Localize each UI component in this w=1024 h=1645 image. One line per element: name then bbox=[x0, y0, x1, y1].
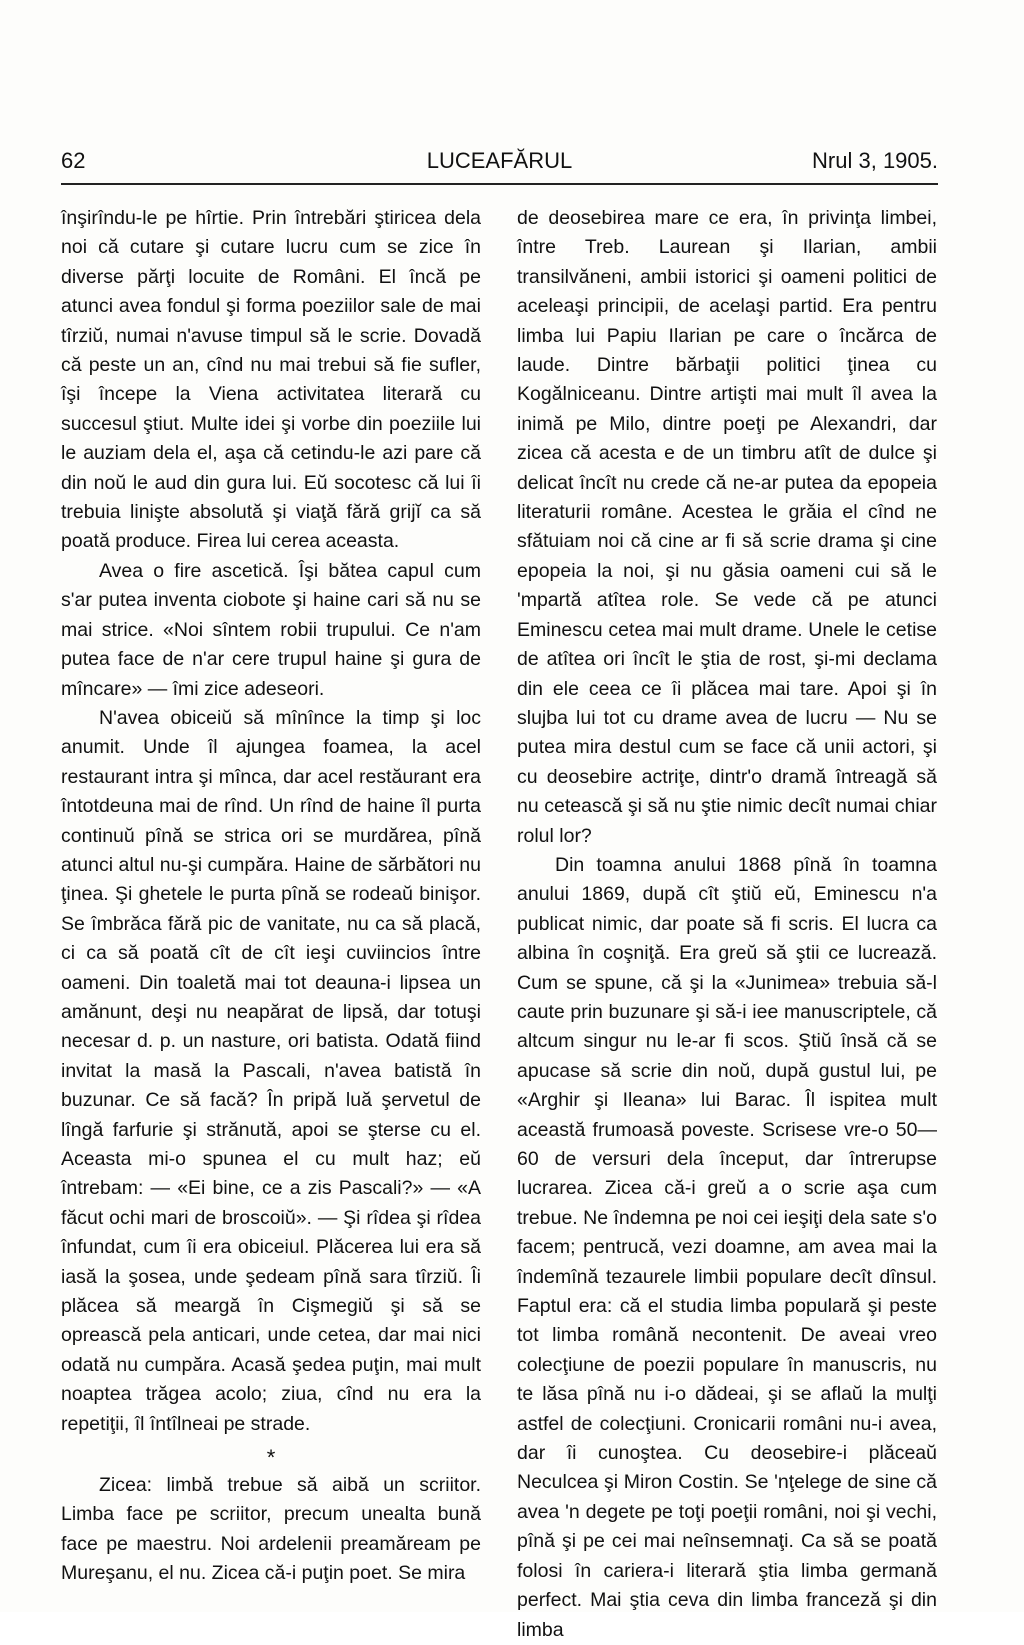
paragraph: N'avea obiceiŭ să mînînce la timp şi loc anumit. Unde îl ajungea foamea, la acel restaurant intra şi mînca, dar acel restăurant era întotdeuna mai de rînd. Un rînd de haine îl purta continuŭ pînă se strica ori se murdărea, pînă atunci altul nu-şi cumpăra. Haine de sărbători nu ţinea. Şi ghetele le purta pînă se rodeaŭ binişor. Se îmbrăca fără pic de vanitate, nu ca să placă, ci ca să poată cît de cît ieşi cuviincios între oameni. Din toaletă mai tot deauna-i lipsea un amănunt, deşi nu neapărat de lipsă, dar totuşi necesar d. p. un nasture, ori batista. Odată fiind invitat la masă la Pascali, n'avea batistă în buzunar. Ce să facă? În pripă luă şervetul de lîngă farfurie şi strănută, apoi se şterse cu el. Aceasta mi-o spunea el cu mult haz; eŭ întrebam: — «Ei bine, ce a zis Pascali?» — «A făcut ochi mari de broscoiŭ». — Şi rîdea şi rîdea înfundat, cum îi era obiceiul. Plăcerea lui era să iasă la şosea, unde şedeam pînă sara tîrziŭ. Îi plăcea să meargă în Cişmegiŭ şi să se oprească pela anticari, unde cetea, dar mai nici odată nu cumpăra. Acasă şedea puţin, mai mult noaptea trăgea acolo; ziua, cînd nu era la repetiţii, îl întîlneai pe strade. bbox=[61, 706, 481, 1435]
paragraph: Zicea: limbă trebue să aibă un scriitor. Limba face pe scriitor, precum unealta bună face pe maestru. Noi ardelenii preamăream pe Mureşanu, el nu. Zicea că-i puţin poet. Se mira bbox=[61, 1474, 481, 1585]
journal-title: LUCEAFĂRUL bbox=[426, 148, 573, 173]
issue-info: Nrul 3, 1905. bbox=[812, 148, 938, 173]
running-header bbox=[61, 148, 938, 184]
paragraph: de deosebirea mare ce era, în privinţa limbei, între Treb. Laurean şi Ilarian, ambii transilvăneni, ambii istorici şi oameni politici de aceleaşi principii, de acelaşi partid. Era pentru limba lui Papiu Ilarian pe care o încărca de laude. Dintre bărbaţii politici ţinea cu Kogălniceanu. Dintre artişti mai mult îl avea la inimă pe Milo, dintre poeţi pe Alexandri, dar zicea că acesta e de un timbru atît de dulce şi delicat încît nu crede că ne-ar putea da epopeia literaturii române. Acestea le grăia el cînd ne sfătuiam noi că cine ar fi să scrie drama şi cine epopeia la noi, şi nu găsia oameni cui să le 'mpartă atîtea role. Se vede că pe atunci Eminescu cetea mai mult drame. Unele le cetise de atîtea ori încît le ştia de rost, şi-mi declama din ele ceea ce îi plăcea mai tare. Apoi şi în slujba lui tot cu drame avea de lucru — Nu se putea mira destul cum se face că unii actori, şi cu deosebire actriţe, dintr'o dramă întreagă să nu cetească şi să nu ştie nimic decît numai chiar rolul lor? bbox=[517, 207, 937, 847]
paragraph: înşirîndu-le pe hîrtie. Prin întrebări ştiricea dela noi că cutare şi cutare lucru cum se zice în diverse părţi locuite de Români. El încă pe atunci avea fondul şi forma poeziilor sale de mai tîrziŭ, numai n'avuse timpul să le scrie. Dovadă că peste un an, cînd nu mai trebui să fie sufler, îşi începe la Viena activitatea literară cu succesul ştiut. Multe idei şi vorbe din poeziile lui le auziam dela el, aşa că cetindu-le azi pare că din noŭ le aud din gura lui. Eŭ socotesc că lui îi trebuia linişte absolută şi viaţă fără grijĭ ca să poată produce. Firea lui cerea aceasta. bbox=[61, 207, 481, 553]
paragraph: Din toamna anului 1868 pînă în toamna anului 1869, după cît ştiŭ eŭ, Eminescu n'a publicat nimic, dar poate să fi scris. El lucra ca albina în coşniţă. Era greŭ să ştii ce lucrează. Cum se spune, că şi la «Junimea» trebuia să-l caute prin buzunare şi să-i iee manuscriptele, că altcum singur nu le-ar fi scos. Ştiŭ însă că se apucase să scrie din noŭ, după gustul lui, pe «Arghir şi Ileana» lui Barac. Îl ispitea mult această frumoasă poveste. Scrisese vre-o 50—60 de versuri dela început, dar întrerupse lucrarea. Zicea că-i greŭ a o scrie aşa cum trebue. Ne îndemna pe noi cei ieşiţi dela sate s'o facem; pentrucă, vezi doamne, am avea mai la îndemînă tezaurele limbii populare decît dînsul. Faptul era: că el studia limba populară şi peste tot limba română necontenit. De aveai vreo colecţiune de poezii populare în manuscris, nu te lăsa pînă nu i-o dădeai, şi se aflaŭ la mulţi astfel de colecţiuni. Cronicarii români nu-i avea, dar îi cunoştea. Cu deosebire-i plăceaŭ Neculcea şi Miron Costin. Se 'nţelege de sine că avea 'n degete pe toţi poeţii români, noi şi vechi, pînă şi pe cei mai neînsemnaţi. Ca să se poată folosi în cariera-i literară ştia limba germană perfect. Mai ştia ceva din limba franceză şi din limba bbox=[517, 853, 937, 1641]
page-number: 62 bbox=[61, 148, 86, 173]
right-column bbox=[517, 204, 937, 1645]
paragraph: Avea o fire ascetică. Îşi bătea capul cum s'ar putea inventa ciobote şi haine cari să nu se mai strice. «Noi sîntem robii trupului. Ce n'am putea face de n'ar cere trupul haine şi gura de mîncare» — îmi zice adeseori. bbox=[61, 559, 481, 700]
header-rule bbox=[61, 183, 938, 185]
left-column bbox=[61, 204, 481, 1589]
section-separator: * bbox=[266, 1445, 276, 1471]
